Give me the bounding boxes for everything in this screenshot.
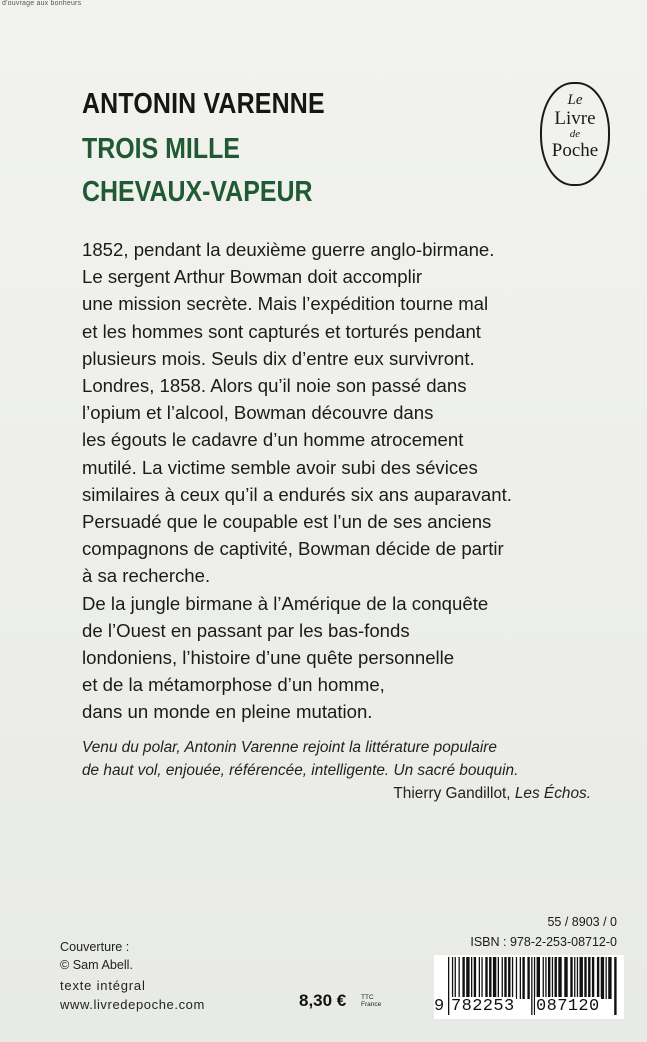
press-quote-line: Venu du polar, Antonin Varenne rejoint la littérature populaire [82,739,497,756]
barcode-bar [606,957,607,999]
barcode-bar [614,957,616,1015]
barcode-bar [459,957,460,999]
barcode-bar [520,957,521,999]
price-note [361,994,381,1008]
barcode-bar [485,957,487,999]
book-title-line-1: TROIS MILLE [82,133,240,165]
barcode-bar [508,957,510,999]
synopsis-line: plusieurs mois. Seuls dix d’entre eux survivront. [82,347,475,369]
price: 8,30 € [299,991,347,1010]
barcode-bar [493,957,496,999]
quote-publication: Les Échos. [514,785,591,802]
edition-note: texte intégral [60,978,146,993]
barcode-bar [471,957,472,999]
barcode-bar [601,957,604,999]
quote-author: Thierry Gandillot, [393,785,511,802]
isbn: ISBN : 978-2-253-08712-0 [470,935,617,949]
cover-credit-label: Couverture : [60,940,130,954]
barcode-bar [545,957,546,999]
barcode-bar [455,957,456,999]
barcode-bar [577,957,578,999]
synopsis-line: à sa recherche. [82,565,211,587]
synopsis-line: Persuadé que le coupable est l’un de ses anciens [82,511,492,533]
barcode-bar [597,957,599,999]
barcode-bar [588,957,590,999]
synopsis-line: compagnons de captivité, Bowman décide de partir [82,538,504,560]
logo-word-de: de [569,128,581,140]
barcode-bar [452,957,453,999]
synopsis-line: De la jungle birmane à l’Amérique de la conquête [82,592,489,614]
barcode-digit-group-2: 087120 [536,997,600,1016]
barcode-bar [570,957,572,999]
logo-word-le: Le [567,92,583,108]
barcode-bar [558,957,561,999]
synopsis-line: Londres, 1858. Alors qu’il noie son passé dans [82,375,467,397]
barcode-bar [531,957,532,1015]
price-note-country: France [361,1001,382,1008]
synopsis-line: similaires à ceux qu’il a endurés six ans auparavant. [82,483,512,505]
barcode-digit-prefix: 9 [434,997,445,1016]
synopsis-line: et de la métamorphose d’un homme, [82,674,385,696]
barcode-bar [564,957,567,999]
synopsis [82,236,622,726]
barcode-bar [512,957,513,999]
synopsis-line: Le sergent Arthur Bowman doit accomplir [82,266,423,288]
barcode-bar [543,957,544,999]
barcode-digit-group-1: 782253 [451,997,515,1016]
barcode-bar [608,957,611,999]
barcode-bar [537,957,540,999]
barcode-bar [502,957,503,999]
barcode-bar [474,957,476,999]
synopsis-line: de l’Ouest en passant par les bas-fonds [82,619,410,641]
synopsis-line: londoniens, l’histoire d’une quête personnelle [82,647,455,669]
synopsis-line: une mission secrète. Mais l’expédition tourne mal [82,293,489,315]
barcode-bar [481,957,482,999]
barcode-bar [580,957,583,999]
synopsis-line: 1852, pendant la deuxième guerre anglo-birmane. [82,239,495,260]
barcode-bar [527,957,529,999]
catalog-code: 55 / 8903 / 0 [547,915,617,929]
logo-word-poche: Poche [551,140,599,161]
logo-word-livre: Livre [554,108,596,129]
barcode-bar [479,957,480,999]
barcode-bar [548,957,550,999]
synopsis-line: l’opium et l’alcool, Bowman découvre dans [82,402,434,424]
price-note-ttc: TTC [361,994,374,1001]
barcode-bar [498,957,499,999]
synopsis-line: et les hommes sont capturés et torturés pendant [82,320,481,342]
barcode-bar [522,957,524,999]
quote-attribution [393,782,591,805]
barcode-bar [516,957,517,999]
barcode-bar [462,957,464,999]
barcode-bar [592,957,594,999]
synopsis-line: dans un monde en pleine mutation. [82,701,373,723]
publisher-website: www.livredepoche.com [60,997,205,1012]
cover-credit: © Sam Abell. [60,958,133,972]
author-name: ANTONIN VARENNE [82,88,325,120]
barcode-bar [504,957,506,999]
barcode-bar [574,957,575,999]
barcode-bar [555,957,557,999]
book-title-line-2: CHEVAUX-VAPEUR [82,176,313,208]
press-quote [82,736,622,782]
synopsis-line: mutilé. La victime semble avoir subi des sévices [82,456,478,478]
press-quote-line: de haut vol, enjouée, référencée, intelligente. Un sacré bouquin. [82,762,519,779]
barcode-bar [584,957,586,999]
synopsis-line: les égouts le cadavre d’un homme atrocement [82,429,464,451]
barcode-bar [552,957,553,999]
publisher-logo [540,82,610,186]
barcode-bar [466,957,469,999]
corner-stamp-text: d'ouvrage aux bonheurs [2,0,82,7]
barcode-bar [489,957,491,999]
